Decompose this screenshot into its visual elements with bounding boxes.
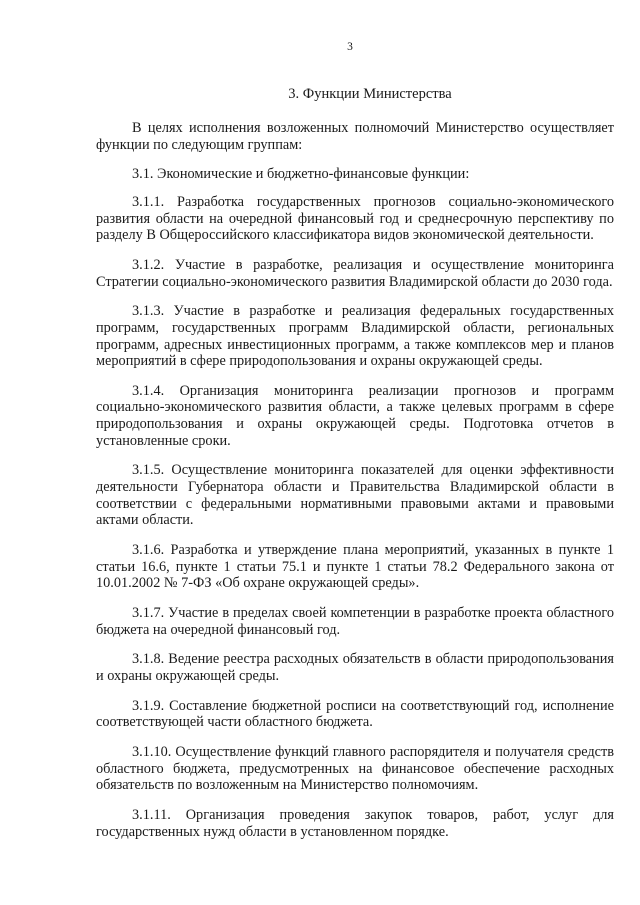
paragraph-3-1-1: 3.1.1. Разработка государственных прогнозов социально-экономического развития области на очередной финансовый год и среднесрочную перспективу по разделу В Общероссийского классификатора видов экономической деятельности. — [96, 193, 614, 244]
paragraph-3-1-6: 3.1.6. Разработка и утверждение плана мероприятий, указанных в пункте 1 статьи 16.6, пункте 1 статьи 75.1 и пункте 1 статьи 78.2 Федерального закона от 10.01.2002 № 7-ФЗ «Об охране окружающей среды». — [96, 542, 614, 592]
paragraph-3-1-2: 3.1.2. Участие в разработке, реализация и осуществление мониторинга Стратегии социально-экономического развития Владимирской области до 2030 года. — [96, 256, 614, 290]
paragraph-3-1-8: 3.1.8. Ведение реестра расходных обязательств в области природопользования и охраны окружающей среды. — [96, 651, 614, 684]
document-body — [96, 120, 614, 853]
paragraph-3-1-7: 3.1.7. Участие в пределах своей компетенции в разработке проекта областного бюджета на очередной финансовый год. — [96, 604, 614, 638]
paragraph-3-1-3: 3.1.3. Участие в разработке и реализация федеральных государственных программ, государственных программ Владимирской области, региональных программ, адресных инвестиционных программ, а также комплексов мер и планов мероприятий в сфере природопользования и охраны окружающей среды. — [96, 303, 614, 370]
paragraph-3-1-9: 3.1.9. Составление бюджетной росписи на соответствующий год, исполнение соответствующей части областного бюджета. — [96, 697, 614, 731]
intro-paragraph: В целях исполнения возложенных полномочий Министерство осуществляет функции по следующим группам: — [96, 120, 614, 153]
page-number: 3 — [347, 41, 353, 53]
paragraph-3-1-4: 3.1.4. Организация мониторинга реализации прогнозов и программ социально-экономического развития области, а также целевых программ в сфере природопользования и охраны окружающей среды. Подготовка отчетов в установленные сроки. — [96, 382, 614, 449]
section-3-1-heading: 3.1. Экономические и бюджетно-финансовые функции: — [132, 166, 470, 183]
paragraph-3-1-5: 3.1.5. Осуществление мониторинга показателей для оценки эффективности деятельности Губернатора области и Правительства Владимирской области в соответствии с федеральными нормативными правовыми актами и правовыми актами области. — [96, 462, 614, 529]
section-heading: 3. Функции Министерства — [288, 86, 452, 102]
paragraph-3-1-11: 3.1.11. Организация проведения закупок товаров, работ, услуг для государственных нужд области в установленном порядке. — [96, 807, 614, 840]
paragraph-3-1-10: 3.1.10. Осуществление функций главного распорядителя и получателя средств областного бюджета, предусмотренных на финансовое обеспечение расходных обязательств по возложенным на Министерство полномочиям. — [96, 744, 614, 794]
